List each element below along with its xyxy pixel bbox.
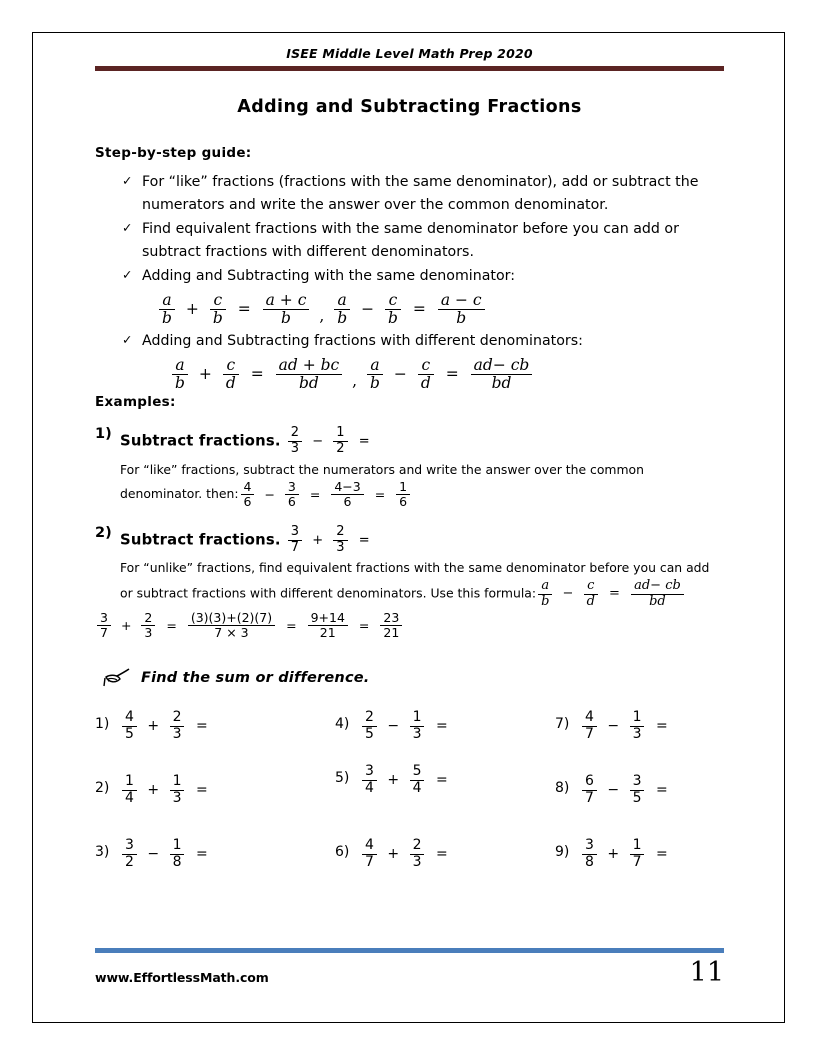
exercise-expression — [580, 838, 673, 870]
equals: = — [435, 846, 448, 863]
equals: = — [412, 300, 426, 319]
example-1-problem — [286, 426, 375, 456]
equals: = — [435, 718, 448, 735]
operator: + — [312, 532, 324, 548]
frac-denominator: 3 — [333, 540, 347, 556]
frac-denominator: 4 — [410, 780, 425, 797]
frac-denominator: 3 — [410, 726, 425, 743]
example-2-work — [95, 611, 404, 640]
exercise-prompt — [103, 668, 724, 688]
exercise-number: 7) — [555, 716, 570, 733]
frac-denominator: 3 — [170, 790, 185, 807]
header-rule — [95, 66, 724, 71]
guide-item-text: For “like” fractions (fractions with the same denominator), add or subtract the numerators and write the answer over the common denominator. — [142, 174, 699, 213]
frac-denominator: 7 — [630, 854, 645, 871]
operator: + — [120, 618, 132, 634]
frac-numerator: 5 — [412, 763, 422, 780]
frac-denominator: 6 — [241, 494, 255, 509]
example-1 — [95, 426, 724, 509]
quill-pen-icon — [103, 668, 131, 688]
frac-numerator: 4 — [585, 709, 594, 726]
example-2-solution-text: For “unlike” fractions, find equivalent fractions with the same denominator before you can add or subtract fractions with different denominators. Use this formula: — [120, 560, 710, 601]
operator: − — [264, 486, 275, 502]
frac-numerator: 1 — [399, 479, 408, 495]
equals: = — [286, 618, 297, 634]
operator: + — [387, 846, 400, 863]
frac-numerator: c — [587, 578, 595, 594]
guide-item-text: Adding and Subtracting fractions with different denominators: — [142, 332, 583, 349]
frac-denominator: 8 — [170, 854, 185, 871]
equals: = — [195, 846, 208, 863]
frac-numerator: 2 — [144, 610, 153, 626]
guide-item — [122, 218, 724, 264]
frac-numerator: a — [370, 355, 380, 374]
exercise-expression — [580, 774, 673, 806]
frac-numerator: 6 — [585, 773, 594, 790]
equals: = — [655, 846, 668, 863]
operator: − — [387, 718, 400, 735]
exercise-expression — [360, 764, 453, 796]
equals: = — [358, 618, 370, 634]
operator: − — [393, 365, 407, 384]
frac-denominator: 5 — [362, 726, 377, 743]
equals: = — [195, 718, 208, 735]
operator: − — [607, 718, 620, 735]
frac-numerator: 1 — [412, 709, 422, 726]
frac-denominator: 7 — [582, 790, 597, 807]
exercise-expression — [580, 710, 673, 742]
frac-denominator: 7 — [97, 625, 111, 640]
frac-denominator: b — [210, 309, 226, 327]
exercise-number: 2) — [95, 780, 110, 797]
exercise-item-4 — [335, 710, 555, 746]
frac-denominator: 3 — [410, 854, 425, 871]
equals: = — [655, 718, 668, 735]
frac-numerator: a + c — [265, 291, 307, 309]
page-number: 11 — [689, 957, 724, 988]
frac-numerator: (3)(3)+(2)(7) — [190, 610, 273, 626]
frac-denominator: b — [334, 309, 350, 327]
frac-denominator: b — [172, 374, 188, 392]
frac-numerator: 9+14 — [310, 610, 345, 626]
exercise-item-7 — [555, 710, 724, 746]
frac-numerator: 3 — [290, 524, 300, 540]
frac-denominator: 7 × 3 — [188, 625, 275, 640]
exercise-item-1 — [95, 710, 335, 746]
example-number: 2) — [95, 525, 112, 542]
example-2-solution — [120, 557, 724, 609]
guide-item-text: Find equivalent fractions with the same denominator before you can add or subtract fractions with different denominators. — [142, 221, 679, 260]
frac-numerator: a — [162, 291, 172, 309]
guide-item-text: Adding and Subtracting with the same denominator: — [142, 268, 516, 284]
formula-separator: , — [352, 372, 358, 391]
frac-numerator: c — [421, 355, 431, 374]
frac-denominator: d — [223, 374, 239, 392]
guide-item — [122, 265, 724, 328]
example-2-inline-formula — [536, 579, 686, 609]
frac-numerator: c — [213, 291, 223, 309]
operator: − — [147, 846, 160, 863]
example-2 — [95, 525, 724, 640]
equals: = — [609, 585, 620, 601]
exercise-number: 3) — [95, 844, 110, 861]
example-2-work-line — [95, 611, 724, 640]
operator: − — [607, 782, 620, 799]
exercise-number: 8) — [555, 780, 570, 797]
same-denominator-formula — [157, 292, 724, 328]
frac-numerator: 4 — [243, 479, 252, 495]
exercise-item-8 — [555, 774, 724, 810]
exercise-item-6 — [335, 838, 555, 874]
different-denominator-formula — [170, 357, 724, 393]
example-1-solution — [120, 459, 724, 510]
operator: − — [312, 433, 324, 449]
footer-url[interactable]: www.EffortlessMath.com — [95, 970, 269, 986]
exercise-expression — [120, 710, 213, 742]
equals: = — [358, 532, 370, 548]
example-title: Subtract fractions. — [120, 531, 281, 549]
frac-denominator: bd — [276, 374, 343, 392]
frac-numerator: 2 — [365, 709, 374, 726]
examples-heading: Examples: — [95, 394, 176, 411]
frac-numerator: 1 — [172, 837, 182, 854]
frac-denominator: 2 — [122, 854, 137, 871]
formula-separator: , — [319, 307, 325, 326]
frac-denominator: 7 — [582, 726, 597, 743]
frac-numerator: 1 — [172, 773, 182, 790]
frac-numerator: 4 — [125, 709, 134, 726]
frac-numerator: a − c — [440, 291, 482, 309]
exercise-number: 9) — [555, 844, 570, 861]
frac-numerator: c — [226, 355, 236, 374]
frac-denominator: b — [385, 309, 401, 327]
frac-numerator: a — [337, 291, 347, 309]
operator: + — [607, 846, 620, 863]
frac-denominator: 3 — [170, 726, 185, 743]
equals: = — [445, 365, 459, 384]
guide-list — [95, 171, 724, 392]
frac-denominator: d — [584, 594, 598, 610]
page-title: Adding and Subtracting Fractions — [237, 97, 582, 117]
footer-rule — [95, 948, 724, 953]
frac-numerator: 3 — [125, 837, 134, 854]
frac-numerator: 4 — [365, 837, 374, 854]
frac-numerator: ad + bc — [278, 355, 340, 374]
frac-numerator: a — [175, 355, 185, 374]
exercise-item-3 — [95, 838, 335, 874]
frac-denominator: b — [159, 309, 175, 327]
frac-numerator: c — [388, 291, 398, 309]
exercise-number: 1) — [95, 716, 110, 733]
exercise-prompt-label: Find the sum or difference. — [141, 670, 370, 687]
exercise-item-2 — [95, 774, 335, 810]
check-icon: ✓ — [122, 267, 133, 282]
example-2-problem — [286, 525, 375, 555]
exercise-item-5 — [335, 764, 555, 800]
frac-numerator: ad− cb — [634, 578, 681, 594]
equals: = — [195, 782, 208, 799]
frac-numerator: 4−3 — [334, 479, 361, 495]
frac-numerator: 3 — [287, 479, 296, 495]
frac-numerator: 3 — [585, 837, 594, 854]
frac-denominator: 5 — [630, 790, 645, 807]
equals: = — [358, 433, 370, 449]
frac-denominator: 3 — [288, 441, 302, 457]
equals: = — [309, 486, 321, 502]
frac-numerator: 1 — [125, 773, 134, 790]
frac-numerator: 3 — [632, 773, 642, 790]
equals: = — [237, 300, 251, 319]
frac-denominator: b — [367, 374, 383, 392]
operator: + — [147, 718, 160, 735]
frac-numerator: 1 — [632, 837, 642, 854]
frac-denominator: b — [438, 309, 485, 327]
frac-denominator: 6 — [331, 494, 363, 509]
frac-denominator: 6 — [285, 494, 299, 509]
frac-numerator: ad− cb — [473, 355, 530, 374]
frac-numerator: 1 — [632, 709, 642, 726]
operator: + — [198, 365, 212, 384]
operator: + — [387, 772, 400, 789]
guide-item — [122, 330, 724, 393]
frac-denominator: 7 — [288, 540, 302, 556]
frac-denominator: 21 — [308, 625, 348, 640]
frac-numerator: 2 — [172, 709, 182, 726]
exercise-number: 5) — [335, 770, 350, 787]
step-by-step-guide-heading: Step-by-step guide: — [95, 145, 252, 161]
frac-denominator: b — [263, 309, 310, 327]
exercise-expression — [360, 838, 453, 870]
frac-denominator: 21 — [380, 625, 402, 640]
operator: − — [562, 585, 574, 601]
equals: = — [374, 486, 386, 502]
page-footer — [95, 948, 724, 988]
frac-denominator: bd — [631, 594, 684, 610]
example-1-solution-text: For “like” fractions, subtract the numerators and write the answer over the common denominator. then: — [120, 461, 644, 502]
example-1-work — [239, 480, 413, 509]
frac-numerator: 2 — [336, 524, 345, 540]
exercise-item-9 — [555, 838, 724, 874]
example-title: Subtract fractions. — [120, 432, 281, 450]
frac-denominator: 3 — [141, 625, 155, 640]
equals: = — [435, 772, 448, 789]
frac-numerator: 3 — [365, 763, 374, 780]
frac-numerator: 3 — [100, 610, 108, 626]
frac-numerator: 23 — [383, 610, 400, 626]
frac-denominator: 8 — [582, 854, 597, 871]
check-icon: ✓ — [122, 220, 133, 235]
check-icon: ✓ — [122, 331, 133, 347]
running-head: ISEE Middle Level Math Prep 2020 — [286, 46, 533, 61]
frac-denominator: bd — [471, 374, 533, 392]
equals: = — [166, 618, 177, 634]
guide-item — [122, 171, 724, 217]
exercise-expression — [120, 838, 213, 870]
operator: − — [361, 300, 375, 319]
frac-numerator: 2 — [412, 837, 422, 854]
page-content — [95, 46, 724, 1006]
frac-denominator: 7 — [362, 854, 377, 871]
frac-denominator: 4 — [362, 780, 377, 797]
example-number: 1) — [95, 426, 112, 443]
exercise-grid — [95, 710, 724, 874]
frac-numerator: 1 — [336, 425, 345, 441]
operator: + — [147, 782, 160, 799]
frac-denominator: d — [418, 374, 434, 392]
frac-numerator: a — [541, 578, 550, 594]
exercise-expression — [360, 710, 453, 742]
frac-denominator: 2 — [333, 441, 347, 457]
equals: = — [250, 365, 264, 384]
operator: + — [185, 300, 199, 319]
frac-denominator: 3 — [630, 726, 645, 743]
frac-denominator: b — [538, 594, 552, 610]
frac-denominator: 6 — [396, 494, 410, 509]
check-icon: ✓ — [122, 173, 133, 188]
exercise-number: 4) — [335, 716, 350, 733]
frac-denominator: 4 — [122, 790, 137, 807]
frac-numerator: 2 — [290, 425, 300, 441]
exercise-expression — [120, 774, 213, 806]
equals: = — [655, 782, 668, 799]
exercise-number: 6) — [335, 844, 350, 861]
frac-denominator: 5 — [122, 726, 137, 743]
